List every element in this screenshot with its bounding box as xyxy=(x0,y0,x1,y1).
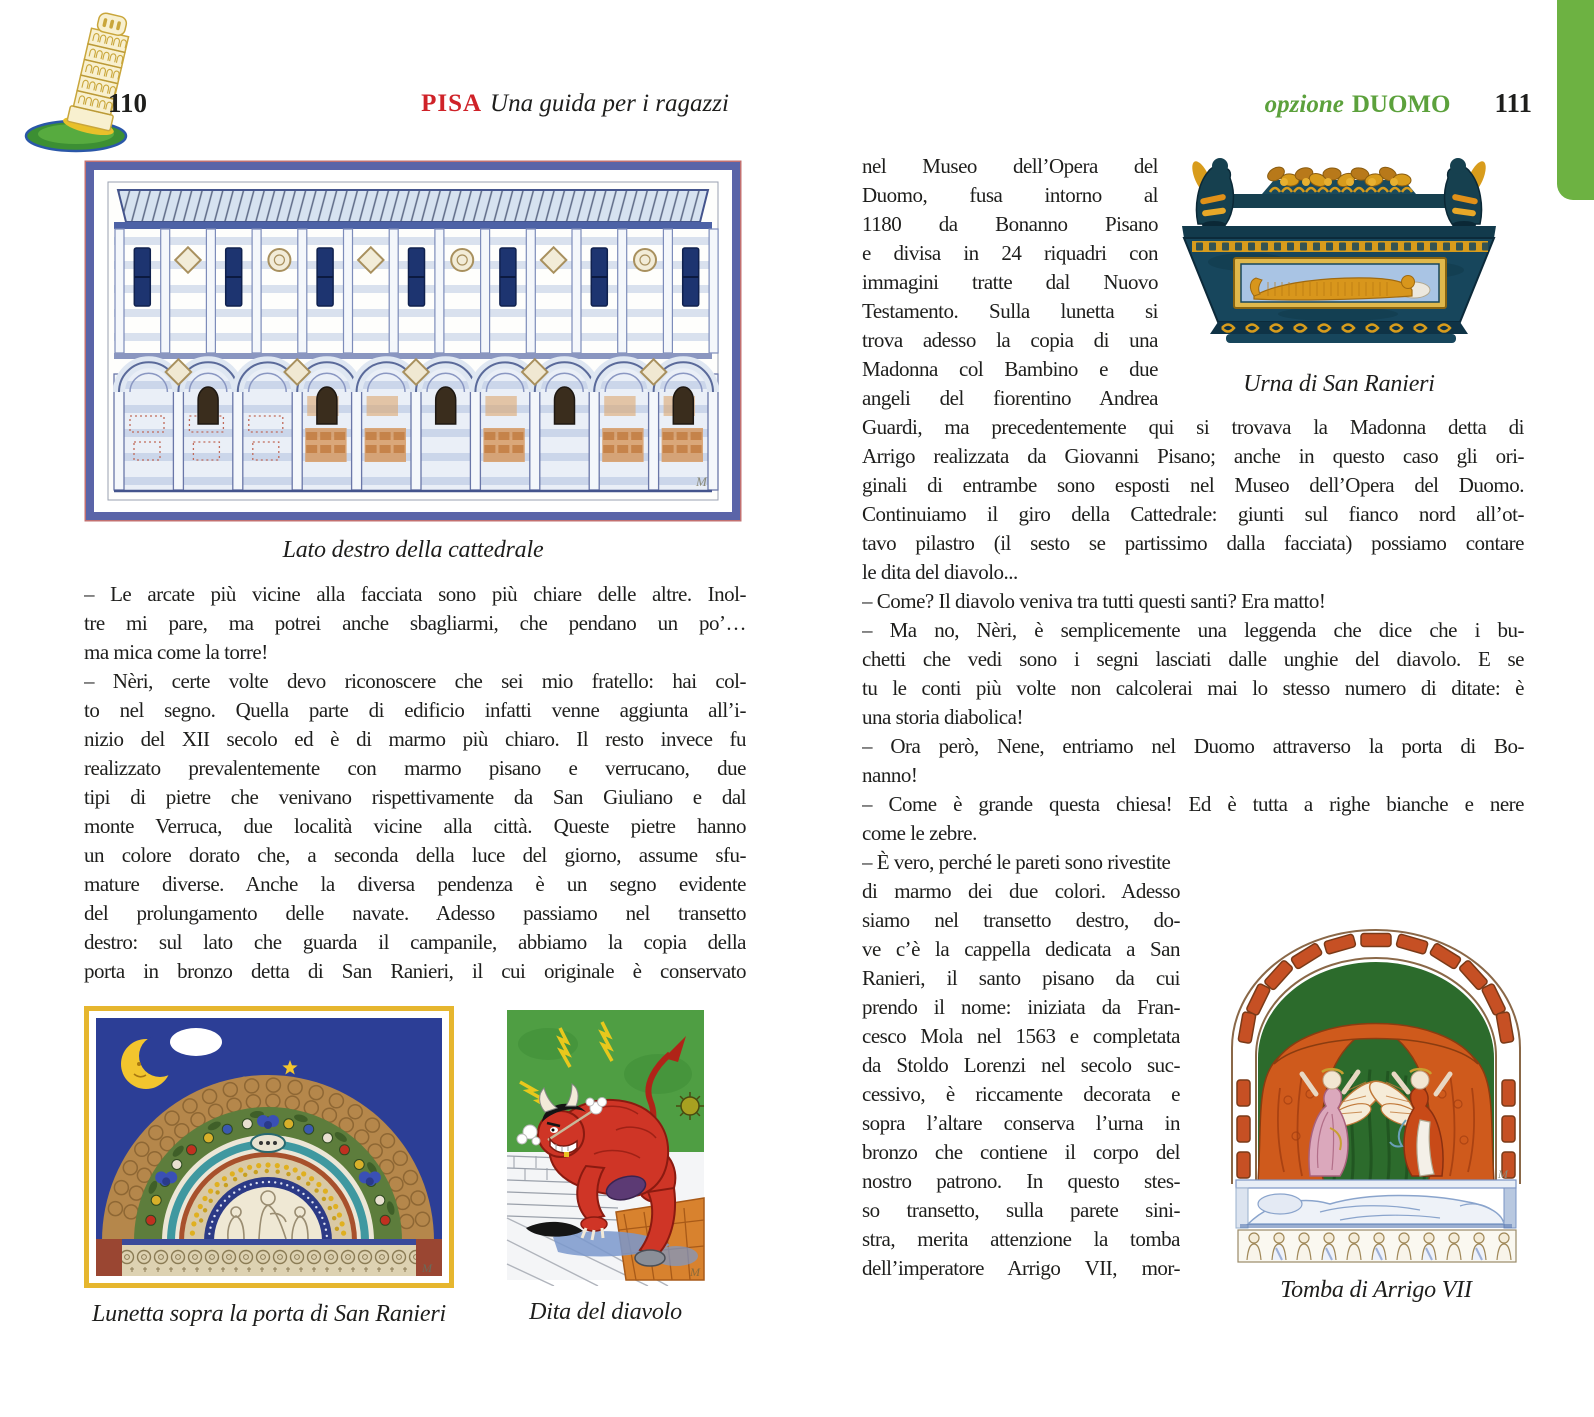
book-title-brand: PISA xyxy=(421,90,483,117)
text-line: tavo pilastro (il sesto se partissimo dalla facciata) possiamo contare xyxy=(862,531,1524,555)
text-line: ma mica come la torre! xyxy=(84,640,268,664)
cathedral-illustration xyxy=(84,160,742,527)
paragraph-block xyxy=(84,667,746,986)
left-page-text xyxy=(84,580,746,986)
text-line: del prolungamento delle navate. Adesso passiamo nel transetto xyxy=(84,901,746,925)
text-line: – È vero, perché le pareti sono rivestite xyxy=(862,850,1171,874)
urn-illustration xyxy=(1158,130,1520,363)
leaning-tower-icon xyxy=(24,2,138,156)
paragraph-block xyxy=(862,790,1524,848)
text-line: bronzo che contiene il corpo del xyxy=(862,1140,1180,1164)
text-line: da Stoldo Lorenzi nel secolo suc- xyxy=(862,1053,1180,1077)
text-line: 1180 da Bonanno Pisano xyxy=(862,212,1158,236)
tomb-figure xyxy=(1210,868,1542,1304)
section-prefix: opzione xyxy=(1264,91,1344,118)
text-line: Guardi, ma precedentemente qui si trovava la Madonna detta di xyxy=(862,415,1524,439)
text-line: dell’imperatore Arrigo VII, mor- xyxy=(862,1256,1180,1280)
text-line: nostro patrono. In questo stes- xyxy=(862,1169,1180,1193)
tomb-illustration xyxy=(1210,868,1542,1269)
left-running-header xyxy=(345,90,805,118)
cathedral-caption: Lato destro della cattedrale xyxy=(282,537,544,563)
lunetta-figure xyxy=(84,1006,454,1328)
text-line: nanno! xyxy=(862,763,918,787)
paragraph-block xyxy=(862,413,1524,587)
text-line: so transetto, sulla parete sini- xyxy=(862,1198,1180,1222)
section-tab xyxy=(1557,0,1594,200)
urn-caption: Urna di San Ranieri xyxy=(1243,371,1435,397)
devil-figure xyxy=(498,1004,713,1326)
text-line: – Come? Il diavolo veniva tra tutti questi santi? Era matto! xyxy=(862,589,1326,613)
text-line: ginali di entrambe sono esposti nel Museo dell’Opera del Duomo. xyxy=(862,473,1524,497)
text-line: angeli del fiorentino Andrea xyxy=(862,386,1158,410)
text-line: monte Verruca, due località vicine alla città. Queste pietre hanno xyxy=(84,814,746,838)
text-line: nel Museo dell’Opera del xyxy=(862,154,1158,178)
left-page-number: 110 xyxy=(108,88,148,118)
text-line: cesco Mola nel 1563 e completata xyxy=(862,1024,1180,1048)
text-line: di marmo dei due colori. Adesso xyxy=(862,879,1180,903)
text-line: stra, merita attenzione la tomba xyxy=(862,1227,1180,1251)
text-line: le dita del diavolo... xyxy=(862,560,1018,584)
text-line: ve c’è la cappella dedicata a San xyxy=(862,937,1180,961)
text-line: una storia diabolica! xyxy=(862,705,1023,729)
text-line: Testamento. Sulla lunetta si xyxy=(862,299,1158,323)
text-line: – Ma no, Nèri, è semplicemente una leggenda che dice che i bu- xyxy=(862,618,1524,642)
text-line: destro: sul lato che guarda il campanile, abbiamo la copia della xyxy=(84,930,746,954)
devil-illustration xyxy=(498,1004,713,1291)
text-line: tre mi pare, ma potrei anche sbagliarmi, che pendano un po’… xyxy=(84,611,746,635)
svg-text:M: M xyxy=(696,474,707,489)
text-line: un colore dorato che, a seconda della luce del giorno, assume sfu- xyxy=(84,843,746,867)
text-line: immagini tratte dal Nuovo xyxy=(862,270,1158,294)
text-line: – Le arcate più vicine alla facciata sono più chiare delle altre. Inol- xyxy=(84,582,746,606)
right-running-header xyxy=(1100,88,1532,119)
book-subtitle: Una guida per i ragazzi xyxy=(490,90,729,117)
text-line: – Nèri, certe volte devo riconoscere che sei mio fratello: hai col- xyxy=(84,669,746,693)
text-line: cessivo, è riccamente decorata e xyxy=(862,1082,1180,1106)
text-line: siamo nel transetto destro, do- xyxy=(862,908,1180,932)
paragraph-block xyxy=(862,587,1524,616)
svg-text:M: M xyxy=(422,1261,432,1275)
text-line: realizzato prevalentemente con marmo pisano e verrucano, due xyxy=(84,756,746,780)
text-line: Ranieri, il santo pisano da cui xyxy=(862,966,1180,990)
paragraph-block xyxy=(862,616,1524,732)
text-line: Madonna col Bambino e due xyxy=(862,357,1158,381)
text-line: Arrigo realizzata da Giovanni Pisano; anche in questo caso gli ori- xyxy=(862,444,1524,468)
paragraph-block xyxy=(84,580,746,667)
text-line: – Come è grande questa chiesa! Ed è tutta a righe bianche e nere xyxy=(862,792,1524,816)
text-line: sopra l’altare conserva l’urna in xyxy=(862,1111,1180,1135)
text-line: come le zebre. xyxy=(862,821,977,845)
text-line: Duomo, fusa intorno al xyxy=(862,183,1158,207)
svg-text:M: M xyxy=(1498,1167,1508,1181)
text-line: nizio del XII secolo ed è di marmo più chiaro. Il resto invece fu xyxy=(84,727,746,751)
text-line: chetti che vedi sono i segni lasciati dalle unghie del diavolo. E se xyxy=(862,647,1524,671)
text-line: e divisa in 24 riquadri con xyxy=(862,241,1158,265)
text-line: – Ora però, Nene, entriamo nel Duomo attraverso la porta di Bo- xyxy=(862,734,1524,758)
right-page-number: 111 xyxy=(1494,88,1532,118)
svg-text:M: M xyxy=(690,1265,700,1279)
lunetta-illustration xyxy=(84,1006,454,1293)
text-line: Continuiamo il giro della Cattedrale: giunti sul fianco nord all’ot- xyxy=(862,502,1524,526)
paragraph-block xyxy=(862,732,1524,790)
section-title xyxy=(1265,91,1451,119)
lunetta-caption: Lunetta sopra la porta di San Ranieri xyxy=(92,1301,446,1327)
text-line: to nel segno. Quella parte di edificio infatti venne aggiunta all’i- xyxy=(84,698,746,722)
cathedral-figure xyxy=(84,160,742,564)
devil-caption: Dita del diavolo xyxy=(529,1299,682,1325)
text-line: tu le conti più volte non calcolerai mai lo stesso numero di ditate: è xyxy=(862,676,1524,700)
text-line: porta in bronzo detta di San Ranieri, il cui originale è conservato xyxy=(84,959,746,983)
text-line: tipi di pietre che venivano rispettivamente da San Giuliano e dal xyxy=(84,785,746,809)
tomb-caption: Tomba di Arrigo VII xyxy=(1280,1277,1472,1303)
section-name: DUOMO xyxy=(1351,91,1451,118)
text-line: prendo il nome: iniziata da Fran- xyxy=(862,995,1180,1019)
text-line: trova adesso la copia di una xyxy=(862,328,1158,352)
urn-figure xyxy=(1158,130,1520,398)
text-line: mature diverse. Anche la diversa pendenza è un segno evidente xyxy=(84,872,746,896)
